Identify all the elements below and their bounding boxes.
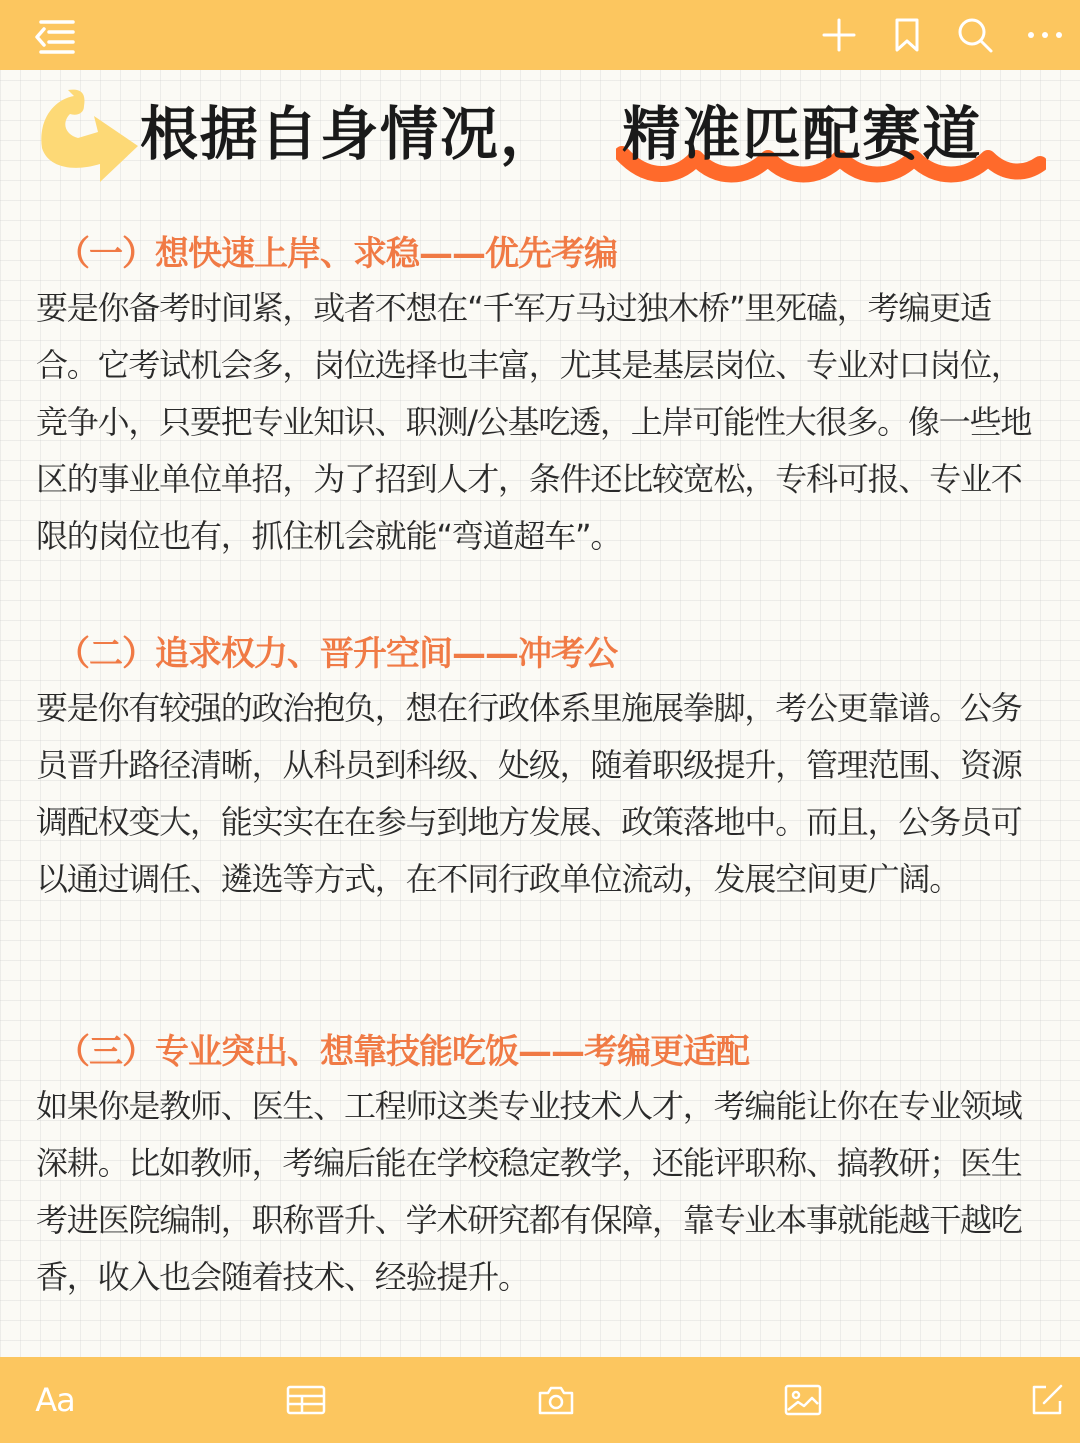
page-title xyxy=(140,94,982,174)
font-format-label: Aa xyxy=(35,1381,75,1419)
section-1-heading: （一）想快速上岸、求稳——优先考编 xyxy=(56,234,617,274)
top-toolbar xyxy=(0,0,1080,70)
more-icon[interactable] xyxy=(1020,10,1070,60)
edit-icon[interactable] xyxy=(1020,1375,1074,1425)
table-icon[interactable] xyxy=(279,1375,333,1425)
title-highlight xyxy=(622,94,982,174)
camera-icon[interactable] xyxy=(529,1375,583,1425)
image-icon[interactable] xyxy=(776,1375,830,1425)
menu-icon[interactable] xyxy=(28,10,78,60)
bottom-toolbar xyxy=(0,1357,1080,1443)
search-icon[interactable] xyxy=(950,10,1000,60)
plus-icon[interactable] xyxy=(814,10,864,60)
title-part-1: 根据自身情况， xyxy=(140,100,561,168)
font-format-button[interactable] xyxy=(28,1375,82,1425)
section-2-heading: （二）追求权力、晋升空间——冲考公 xyxy=(56,634,617,674)
section-1-body: 要是你备考时间紧，或者不想在“千军万马过独木桥”里死磕，考编更适合。它考试机会多，岗位选择也丰富，尤其是基层岗位、专业对口岗位，竞争小，只要把专业知识、职测/公基吃透，上岸可能性大很多。像一些地区的事业单位单招，为了招到人才，条件还比较宽松，专科可报、专业不限的岗位也有，抓住机会就能“弯道超车”。 xyxy=(36,289,1032,555)
section-2-body: 要是你有较强的政治抱负，想在行政体系里施展拳脚，考公更靠谱。公务员晋升路径清晰，从科员到科级、处级，随着职级提升，管理范围、资源调配权变大，能实实在在参与到地方发展、政策落地中。而且，公务员可以通过调任、遴选等方式，在不同行政单位流动，发展空间更广阔。 xyxy=(36,689,1022,898)
title-part-2: 精准匹配赛道 xyxy=(622,100,983,168)
arrow-icon xyxy=(34,86,144,186)
section-3-body: 如果你是教师、医生、工程师这类专业技术人才，考编能让你在专业领域深耕。比如教师，考编后能在学校稳定教学，还能评职称、搞教研；医生考进医院编制，职称晋升、学术研究都有保障，靠专业本事就能越干越吃香，收入也会随着技术、经验提升。 xyxy=(36,1087,1022,1296)
title-banner xyxy=(30,82,1050,192)
section-3-heading: （三）专业突出、想靠技能吃饭——考编更适配 xyxy=(56,1032,749,1072)
bookmark-icon[interactable] xyxy=(882,10,932,60)
